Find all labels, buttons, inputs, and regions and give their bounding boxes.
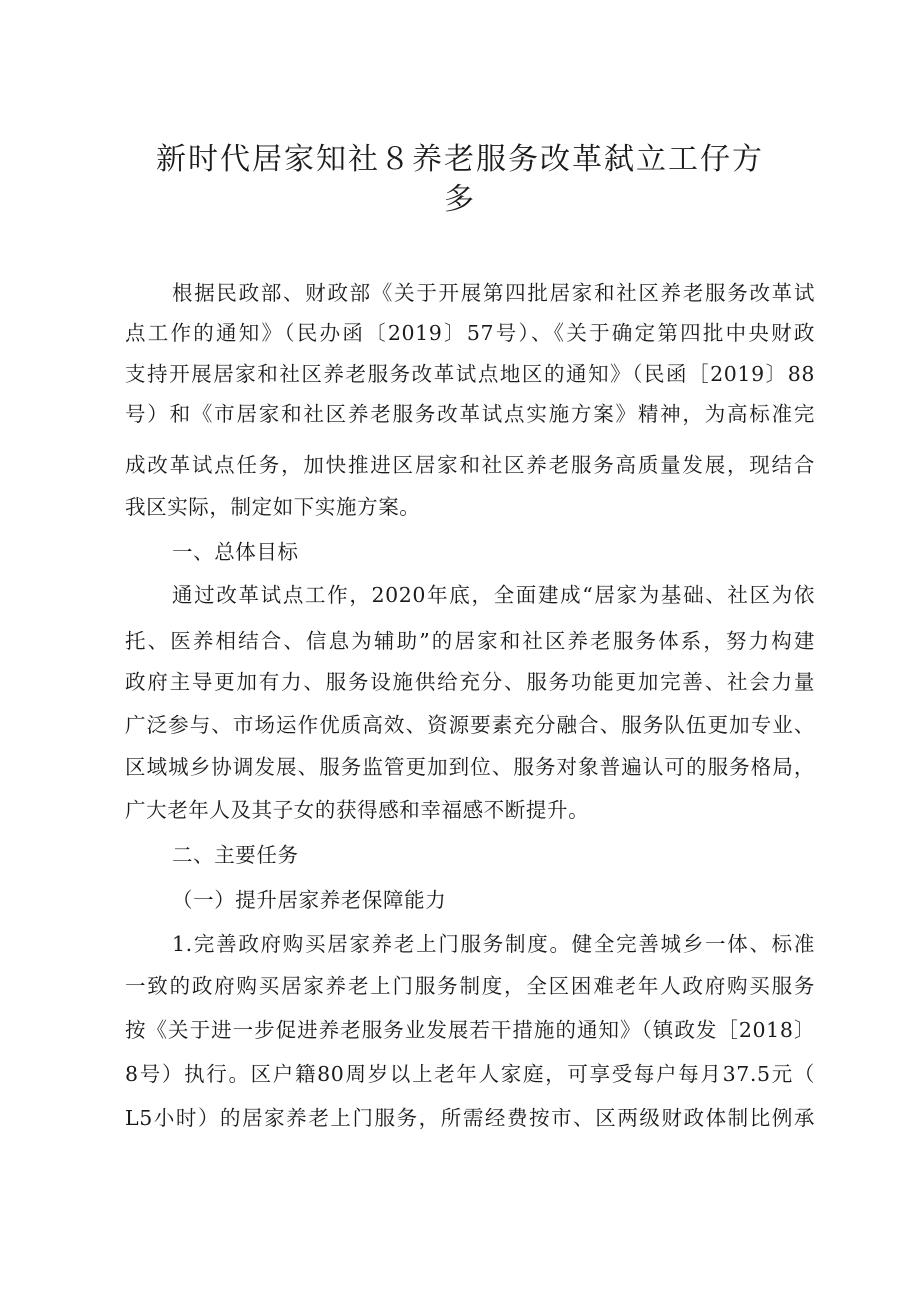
paragraph-line: 广大老年人及其子女的获得感和幸福感不断提升。 [125,798,590,822]
paragraph-line: 根据民政部、财政部《关于开展第四批居家和社区养老服务改革试 [172,281,815,305]
paragraph-line: 按《关于进一步促进养老服务业发展若干措施的通知》（镇政发［2018〕 [125,1018,815,1042]
subsection-heading: （一）提升居家养老保障能力 [172,888,447,912]
section-heading: 一、总体目标 [172,540,299,564]
paragraph-line: 广泛参与、市场运作优质高效、资源要素充分融合、服务队伍更加专业、 [125,713,815,737]
document-title-line-1: 新时代居家知社８养老服务改革弑立工仔方 [156,142,764,177]
paragraph-line: 区域城乡协调发展、服务监管更加到位、服务对象普遍认可的服务格局， [125,755,815,779]
paragraph-line: 1.完善政府购买居家养老上门服务制度。健全完善城乡一体、标准 [172,932,815,956]
paragraph-line: 号）和《市居家和社区养老服务改革试点实施方案》精神，为高标准完 [125,402,815,426]
paragraph-line: 8号）执行。区户籍80周岁以上老年人家庭，可享受每户每月37.5元（ [125,1062,815,1086]
paragraph-line: 政府主导更加有力、服务设施供给充分、服务功能更加完善、社会力量 [125,670,815,694]
paragraph-line: 我区实际，制定如下实施方案。 [125,495,421,519]
paragraph-line: 通过改革试点工作，2020年底，全面建成“居家为基础、社区为依 [172,583,815,607]
paragraph-line: 托、医养相结合、信息为辅助”的居家和社区养老服务体系，努力构建 [125,629,815,653]
paragraph-line: 点工作的通知》（民办函〔2019〕57号）、《关于确定第四批中央财政 [125,321,815,345]
section-heading: 二、主要任务 [172,843,299,867]
paragraph-line: 一致的政府购买居家养老上门服务制度，全区困难老年人政府购买服务 [125,974,815,998]
paragraph-line: 成改革试点任务，加快推进区居家和社区养老服务高质量发展，现结合 [125,453,815,477]
paragraph-line: L5小时）的居家养老上门服务，所需经费按市、区两级财政体制比例承 [125,1106,815,1130]
paragraph-line: 支持开展居家和社区养老服务改革试点地区的通知》（民函［2019〕88 [125,362,815,386]
document-title-line-2: 多 [444,182,476,217]
